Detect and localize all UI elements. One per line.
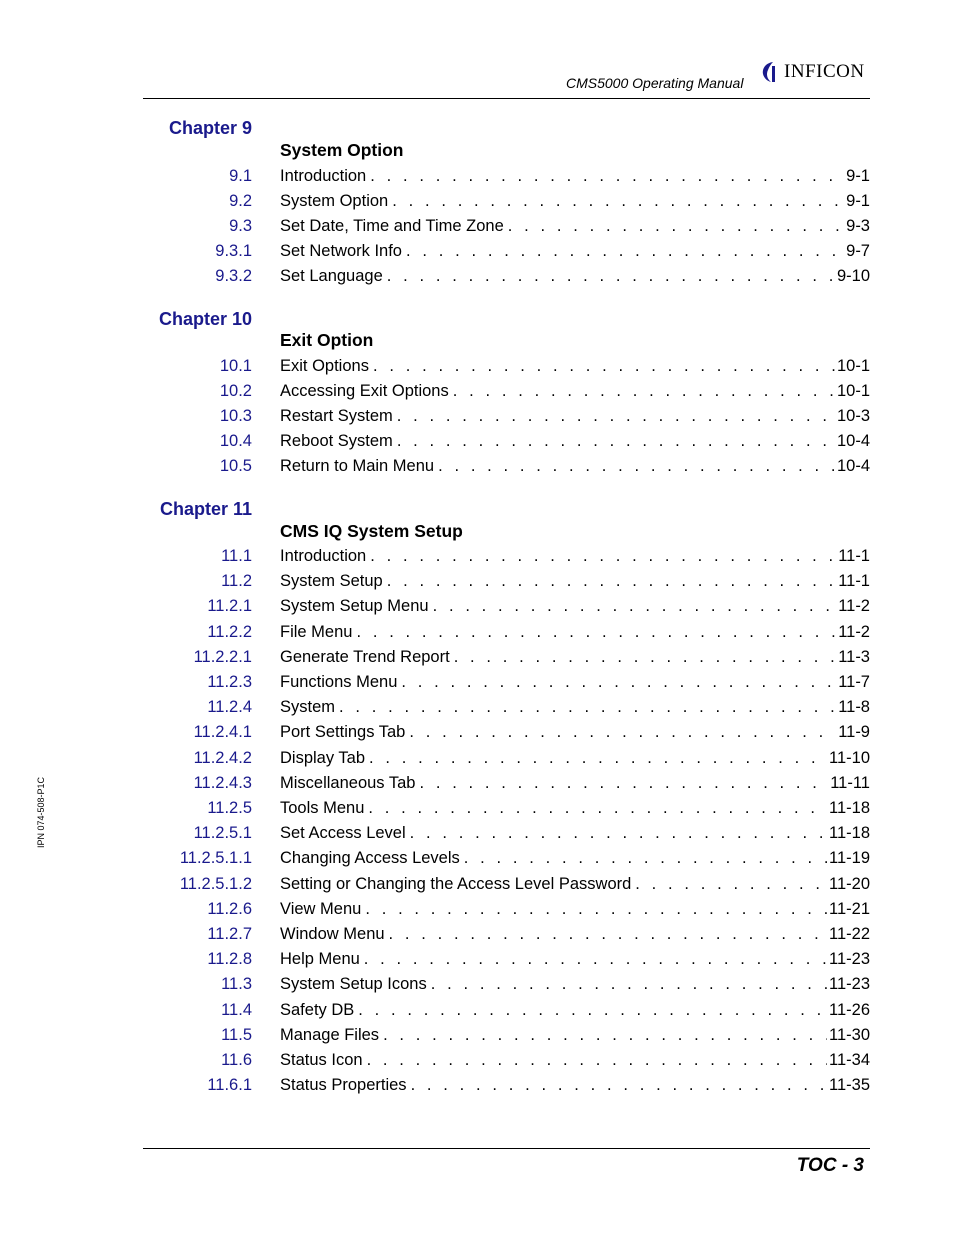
page-ref: 11-34 <box>829 1051 870 1069</box>
dot-leader <box>356 623 836 642</box>
page-ref: 10-4 <box>836 457 870 475</box>
dot-leader <box>397 407 835 426</box>
section-number[interactable]: 10.5 <box>219 457 252 475</box>
entry-title: Generate Trend Report <box>280 648 454 667</box>
dot-leader <box>401 673 836 692</box>
toc-entry[interactable] <box>0 217 954 239</box>
section-number[interactable]: 11.2.2 <box>207 622 252 641</box>
toc-entry[interactable] <box>0 623 954 645</box>
page-ref: 11-35 <box>829 1076 870 1095</box>
section-number[interactable]: 11.2.5.1.1 <box>179 849 252 868</box>
chapter-label[interactable]: Chapter 10 <box>158 309 252 329</box>
entry-title: Safety DB <box>280 1001 358 1020</box>
entry-title: System Setup <box>280 572 387 591</box>
header-rule <box>143 98 870 99</box>
dot-leader <box>454 648 837 667</box>
entry-title: Set Language <box>280 267 387 286</box>
page-ref: 11-10 <box>829 748 870 767</box>
page-ref: 11-1 <box>838 572 870 591</box>
section-number[interactable]: 10.2 <box>219 382 252 400</box>
page-ref: 10-3 <box>836 407 870 425</box>
entry-title: Exit Options <box>280 357 373 376</box>
page-ref: 11-11 <box>830 773 870 792</box>
toc-entry[interactable] <box>0 648 954 670</box>
section-number[interactable]: 11.2.5 <box>207 799 252 817</box>
dot-leader <box>464 849 827 868</box>
entry-title: Setting or Changing the Access Level Password <box>280 875 635 894</box>
section-number[interactable]: 9.3 <box>229 217 252 235</box>
entry-title: Manage Files <box>280 1026 383 1045</box>
toc-entry[interactable] <box>0 572 954 594</box>
page-ref: 11-18 <box>829 799 870 817</box>
section-number[interactable]: 11.4 <box>221 1000 252 1019</box>
inficon-swoosh-icon <box>760 60 782 84</box>
dot-leader <box>365 900 827 919</box>
section-number[interactable]: 9.2 <box>229 192 252 210</box>
toc-entry[interactable] <box>0 192 954 214</box>
dot-leader <box>397 432 835 451</box>
dot-leader <box>370 167 844 186</box>
page-ref: 11-23 <box>829 975 870 994</box>
page-ref: 11-22 <box>829 925 870 943</box>
entry-title: System Setup Menu <box>280 597 433 616</box>
chapter-label[interactable]: Chapter 11 <box>159 499 252 519</box>
dot-leader <box>453 382 835 401</box>
toc-entry[interactable] <box>0 774 954 796</box>
page-ref: 11-7 <box>838 673 870 691</box>
page-ref: 9-10 <box>836 267 870 285</box>
page-ref: 10-1 <box>836 357 870 375</box>
entry-title: System Setup Icons <box>280 975 431 994</box>
toc-entry[interactable] <box>0 432 954 454</box>
toc-entry[interactable] <box>0 673 954 695</box>
page-ref: 11-3 <box>838 647 870 666</box>
toc-entry[interactable] <box>0 242 954 264</box>
side-code: IPN 074-508-P1C <box>36 776 46 848</box>
page-ref: 11-20 <box>829 874 870 893</box>
entry-title: Display Tab <box>280 749 369 768</box>
dot-leader <box>367 1051 827 1070</box>
entry-title: System Option <box>280 192 392 211</box>
chapter-title: Exit Option <box>280 330 374 350</box>
entry-title: View Menu <box>280 900 365 919</box>
manual-title: CMS5000 Operating Manual <box>566 75 744 91</box>
page-ref: 11-8 <box>838 698 870 717</box>
entry-title: System <box>280 698 339 717</box>
page-ref: 11-21 <box>829 899 870 918</box>
toc-entry[interactable] <box>0 597 954 619</box>
entry-title: Functions Menu <box>280 673 401 692</box>
section-number[interactable]: 11.2.2.1 <box>193 647 252 666</box>
section-number[interactable]: 11.2.4.2 <box>193 748 252 767</box>
section-number[interactable]: 10.1 <box>219 357 252 375</box>
section-number[interactable]: 11.2 <box>221 572 252 591</box>
section-number[interactable]: 11.2.7 <box>207 925 252 943</box>
toc-entry[interactable] <box>0 875 954 897</box>
section-number[interactable]: 11.2.6 <box>207 899 252 918</box>
toc-entry[interactable] <box>0 925 954 947</box>
section-number[interactable]: 11.3 <box>221 975 252 994</box>
section-number[interactable]: 11.6 <box>221 1051 252 1069</box>
toc-entry[interactable] <box>0 167 954 189</box>
toc-entry[interactable] <box>0 267 954 289</box>
entry-title: Help Menu <box>280 950 364 969</box>
dot-leader <box>389 925 827 944</box>
toc-entry[interactable] <box>0 1051 954 1073</box>
page-ref: 9-1 <box>846 167 870 185</box>
dot-leader <box>339 698 836 717</box>
dot-leader <box>431 975 827 994</box>
dot-leader <box>409 723 836 742</box>
toc-entry[interactable] <box>0 749 954 771</box>
toc-entry[interactable] <box>0 950 954 972</box>
toc-entry[interactable] <box>0 1026 954 1048</box>
toc-entry[interactable] <box>0 1076 954 1098</box>
brand-name: INFICON <box>784 61 865 82</box>
page-ref: 10-1 <box>836 382 870 400</box>
toc-entry[interactable] <box>0 799 954 821</box>
toc-entry[interactable] <box>0 975 954 997</box>
entry-title: Set Date, Time and Time Zone <box>280 217 508 236</box>
dot-leader <box>387 267 835 286</box>
section-number[interactable]: 9.3.2 <box>215 267 252 285</box>
entry-title: Reboot System <box>280 432 397 451</box>
section-number[interactable]: 10.3 <box>219 407 252 425</box>
section-number[interactable]: 11.2.8 <box>207 950 252 969</box>
dot-leader <box>406 242 844 261</box>
entry-title: Status Icon <box>280 1051 367 1070</box>
toc-entry[interactable] <box>0 457 954 479</box>
toc-entry[interactable] <box>0 900 954 922</box>
toc-entry[interactable] <box>0 698 954 720</box>
toc-entry[interactable] <box>0 1001 954 1023</box>
entry-title: Status Properties <box>280 1076 411 1095</box>
page-ref: 11-30 <box>829 1025 870 1044</box>
dot-leader <box>358 1001 827 1020</box>
entry-title: Return to Main Menu <box>280 457 438 476</box>
section-number[interactable]: 11.2.4.3 <box>193 773 252 792</box>
entry-title: Set Access Level <box>280 824 410 843</box>
entry-title: Window Menu <box>280 925 389 944</box>
inficon-logo <box>760 60 865 84</box>
page-ref: 9-7 <box>846 242 870 260</box>
page-ref: 11-9 <box>838 723 870 742</box>
section-number[interactable]: 11.6.1 <box>207 1076 252 1095</box>
page-ref: 10-4 <box>836 432 870 450</box>
dot-leader <box>410 824 827 843</box>
dot-leader <box>438 457 835 476</box>
page-ref: 11-2 <box>838 597 870 616</box>
entry-title: File Menu <box>280 623 356 642</box>
toc-entry[interactable] <box>0 723 954 745</box>
page-ref: 11-18 <box>829 824 870 843</box>
footer-rule <box>143 1148 870 1149</box>
page-ref: 11-26 <box>829 1000 870 1019</box>
dot-leader <box>635 875 827 894</box>
section-number[interactable]: 11.2.5.1.2 <box>179 874 252 893</box>
section-number[interactable]: 11.2.4.1 <box>193 723 252 742</box>
dot-leader <box>383 1026 827 1045</box>
dot-leader <box>392 192 844 211</box>
page-ref: 11-23 <box>829 950 870 969</box>
entry-title: Introduction <box>280 167 370 186</box>
dot-leader <box>369 749 827 768</box>
entry-title: Miscellaneous Tab <box>280 774 419 793</box>
entry-title: Restart System <box>280 407 397 426</box>
dot-leader <box>370 547 836 566</box>
dot-leader <box>364 950 827 969</box>
entry-title: Port Settings Tab <box>280 723 409 742</box>
entry-title: Tools Menu <box>280 799 368 818</box>
page-ref: 11-19 <box>829 849 870 868</box>
entry-title: Introduction <box>280 547 370 566</box>
dot-leader <box>508 217 844 236</box>
page-ref: 9-3 <box>846 217 870 235</box>
toc-entry[interactable] <box>0 382 954 404</box>
toc-entry[interactable] <box>0 824 954 846</box>
section-number[interactable]: 11.2.5.1 <box>193 824 252 843</box>
dot-leader <box>368 799 827 818</box>
chapter-title: System Option <box>280 140 404 160</box>
section-number[interactable]: 9.1 <box>229 167 252 185</box>
section-number[interactable]: 9.3.1 <box>215 242 252 260</box>
dot-leader <box>419 774 828 793</box>
chapter-label[interactable]: Chapter 9 <box>168 118 252 138</box>
section-number[interactable]: 11.2.1 <box>207 597 252 616</box>
entry-title: Accessing Exit Options <box>280 382 453 401</box>
dot-leader <box>387 572 836 591</box>
chapter-title: CMS IQ System Setup <box>280 521 463 541</box>
toc-entry[interactable] <box>0 407 954 429</box>
dot-leader <box>411 1076 827 1095</box>
section-number[interactable]: 11.2.3 <box>207 673 252 691</box>
entry-title: Changing Access Levels <box>280 849 464 868</box>
section-number[interactable]: 10.4 <box>219 432 252 450</box>
section-number[interactable]: 11.1 <box>221 547 252 565</box>
page-ref: 11-2 <box>838 622 870 641</box>
page-ref: 11-1 <box>838 547 870 565</box>
entry-title: Set Network Info <box>280 242 406 261</box>
page-ref: 9-1 <box>846 192 870 210</box>
section-number[interactable]: 11.2.4 <box>207 698 252 717</box>
toc-entry[interactable] <box>0 357 954 379</box>
toc-entry[interactable] <box>0 547 954 569</box>
section-number[interactable]: 11.5 <box>221 1025 252 1044</box>
dot-leader <box>373 357 835 376</box>
page-number: TOC - 3 <box>796 1155 864 1176</box>
dot-leader <box>433 597 837 616</box>
